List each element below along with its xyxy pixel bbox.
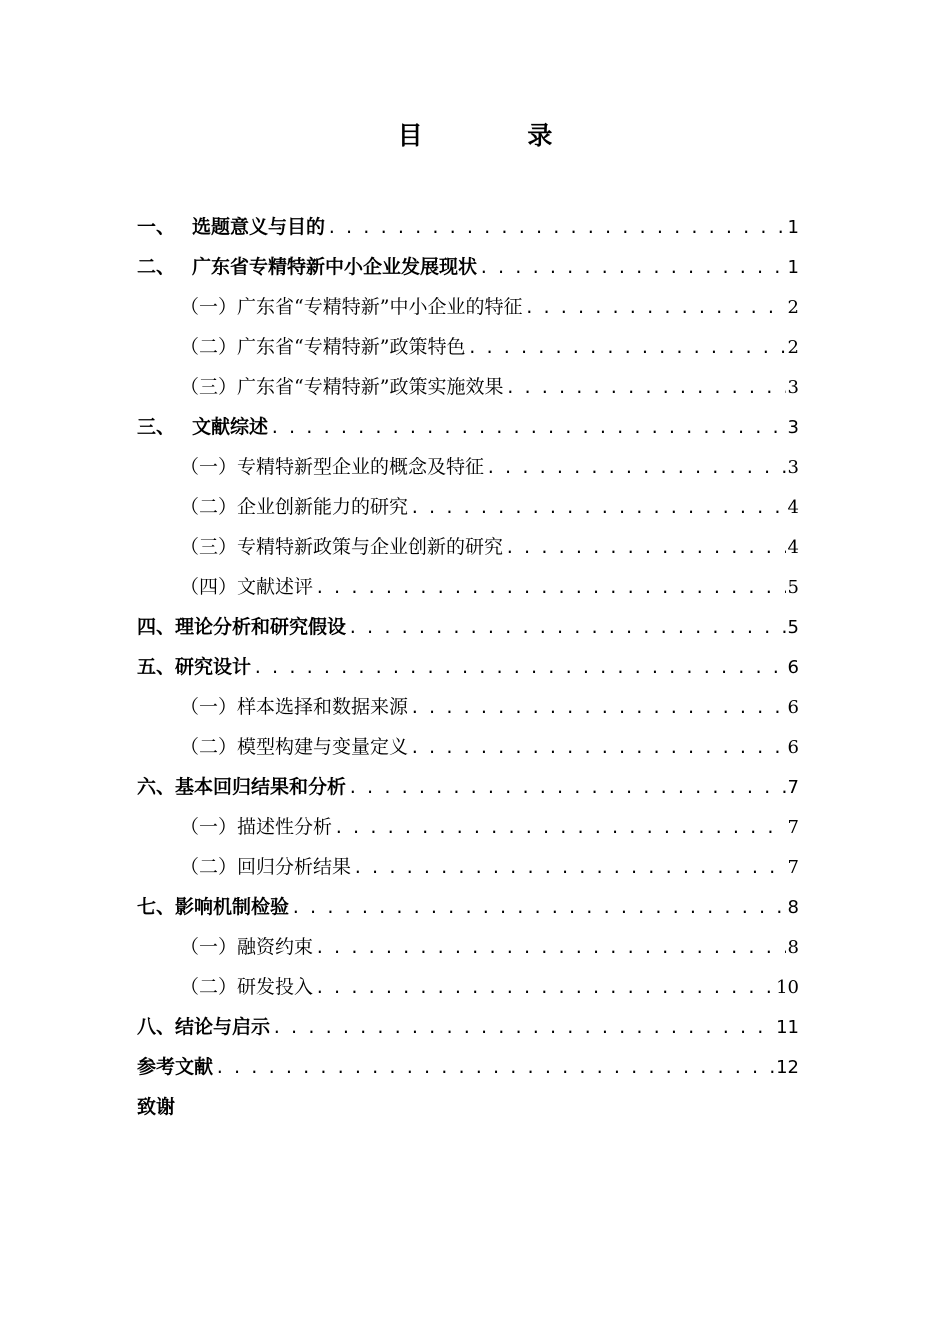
- toc-entry[interactable]: [137, 767, 799, 807]
- toc-entry[interactable]: [137, 207, 799, 247]
- dot-leader: [467, 328, 785, 368]
- toc-entry-number: （一）: [180, 296, 238, 318]
- dot-leader: [524, 288, 785, 328]
- dot-leader: [315, 568, 786, 608]
- toc-entry-page-number: 7: [787, 777, 799, 798]
- toc-entry-number: （四）: [180, 576, 238, 598]
- toc-entry-label: 广东省“专精特新”政策特色: [237, 336, 466, 358]
- toc-entry[interactable]: [137, 1047, 799, 1087]
- toc-entry-label: 模型构建与变量定义: [237, 736, 409, 758]
- toc-entry-page-number: 10: [776, 977, 799, 998]
- toc-entry-label: 致谢: [137, 1096, 176, 1118]
- toc-entry-number: 一、: [137, 216, 176, 238]
- toc-entry[interactable]: [137, 647, 799, 687]
- dot-leader: [315, 968, 774, 1008]
- toc-entry-number: （二）: [180, 856, 238, 878]
- toc-entry-label: 广东省“专精特新”政策实施效果: [237, 376, 504, 398]
- dot-leader: [410, 728, 786, 768]
- toc-entry[interactable]: [137, 807, 799, 847]
- toc-entry-page-number: 1: [787, 257, 799, 278]
- toc-entry-number: （三）: [180, 376, 238, 398]
- toc-entry[interactable]: [137, 847, 799, 887]
- toc-entry-label: 文献述评: [237, 576, 314, 598]
- dot-leader: [479, 248, 786, 288]
- dot-leader: [410, 688, 786, 728]
- toc-entry-label: 专精特新型企业的概念及特征: [237, 456, 485, 478]
- toc-entry-label: 结论与启示: [175, 1016, 271, 1038]
- toc-entry-number: 七、: [137, 896, 176, 918]
- toc-entry-page-number: 11: [776, 1017, 799, 1038]
- toc-entry-label: 理论分析和研究假设: [175, 616, 347, 638]
- toc-entry-number: （一）: [180, 696, 238, 718]
- toc-entry[interactable]: [137, 247, 799, 287]
- toc-entry-label: 企业创新能力的研究: [237, 496, 409, 518]
- toc-entry[interactable]: [137, 1007, 799, 1047]
- toc-entry[interactable]: [137, 1087, 799, 1127]
- dot-leader: [315, 928, 786, 968]
- toc-entry-page-number: 7: [787, 857, 799, 878]
- toc-entry[interactable]: [137, 407, 799, 447]
- toc-entry[interactable]: [137, 607, 799, 647]
- dot-leader: [410, 488, 786, 528]
- toc-entry-number: （一）: [180, 456, 238, 478]
- dot-leader: [270, 408, 786, 448]
- toc-entry-label: 专精特新政策与企业创新的研究: [237, 536, 504, 558]
- toc-entry-label: 选题意义与目的: [192, 216, 326, 238]
- toc-entry-number: （三）: [180, 536, 238, 558]
- toc-entry-label: 研发投入: [237, 976, 314, 998]
- page-title: 目 录: [397, 121, 601, 150]
- toc-entry-label: 基本回归结果和分析: [175, 776, 347, 798]
- dot-leader: [353, 848, 786, 888]
- dot-leader: [334, 808, 786, 848]
- dot-leader: [215, 1048, 774, 1088]
- toc-entry-number: 五、: [137, 656, 176, 678]
- toc-entry-label: 参考文献: [137, 1056, 214, 1078]
- toc-entry[interactable]: [137, 527, 799, 567]
- toc-entry-page-number: 12: [776, 1057, 799, 1078]
- toc-entry-page-number: 3: [787, 417, 799, 438]
- toc-entry-number: （二）: [180, 976, 238, 998]
- dot-leader: [291, 888, 786, 928]
- toc-entry[interactable]: [137, 887, 799, 927]
- toc-entry-page-number: 5: [787, 617, 799, 638]
- toc-entry[interactable]: [137, 487, 799, 527]
- toc-entry-page-number: 7: [787, 817, 799, 838]
- toc-entry[interactable]: [137, 367, 799, 407]
- toc-entry[interactable]: [137, 687, 799, 727]
- toc-entry-label: 影响机制检验: [175, 896, 290, 918]
- toc-entry[interactable]: [137, 447, 799, 487]
- toc-entry-label: 研究设计: [175, 656, 252, 678]
- toc-entry-page-number: 2: [787, 337, 799, 358]
- toc-entry-number: 四、: [137, 616, 176, 638]
- toc-entry-label: 广东省专精特新中小企业发展现状: [192, 256, 478, 278]
- toc-entry-page-number: 6: [787, 657, 799, 678]
- dot-leader: [348, 608, 786, 648]
- toc-entry-page-number: 8: [787, 937, 799, 958]
- dot-leader: [272, 1008, 774, 1048]
- toc-entry-number: （一）: [180, 936, 238, 958]
- dot-leader: [253, 648, 786, 688]
- toc-entry-page-number: 4: [787, 537, 799, 558]
- toc-entry[interactable]: [137, 967, 799, 1007]
- dot-leader: [505, 528, 786, 568]
- toc-entry[interactable]: [137, 927, 799, 967]
- toc-entry[interactable]: [137, 567, 799, 607]
- toc-entry-page-number: 8: [787, 897, 799, 918]
- toc-entry-number: 八、: [137, 1016, 176, 1038]
- toc-entry-label: 样本选择和数据来源: [237, 696, 409, 718]
- toc-entry-page-number: 3: [787, 377, 799, 398]
- toc-entry-number: 二、: [137, 256, 176, 278]
- toc-entry[interactable]: [137, 327, 799, 367]
- toc-entry-number: 三、: [137, 416, 176, 438]
- table-of-contents: [137, 207, 799, 1127]
- toc-entry-label: 文献综述: [192, 416, 269, 438]
- dot-leader: [327, 208, 786, 248]
- toc-entry-page-number: 3: [787, 457, 799, 478]
- toc-entry-number: （二）: [180, 496, 238, 518]
- toc-entry-number: 六、: [137, 776, 176, 798]
- toc-entry-label: 回归分析结果: [237, 856, 352, 878]
- toc-entry-page-number: 1: [787, 217, 799, 238]
- toc-entry-label: 广东省“专精特新”中小企业的特征: [237, 296, 523, 318]
- toc-entry-number: （一）: [180, 816, 238, 838]
- toc-entry-page-number: 6: [787, 697, 799, 718]
- toc-entry-page-number: 4: [787, 497, 799, 518]
- toc-entry-page-number: 6: [787, 737, 799, 758]
- toc-entry-number: （二）: [180, 336, 238, 358]
- dot-leader: [486, 448, 786, 488]
- dot-leader: [505, 368, 785, 408]
- toc-entry-page-number: 2: [787, 297, 799, 318]
- toc-entry-label: 融资约束: [237, 936, 314, 958]
- toc-entry-label: 描述性分析: [237, 816, 333, 838]
- dot-leader: [348, 768, 786, 808]
- toc-entry[interactable]: [137, 727, 799, 767]
- toc-entry-page-number: 5: [787, 577, 799, 598]
- toc-entry[interactable]: [137, 287, 799, 327]
- toc-entry-number: （二）: [180, 736, 238, 758]
